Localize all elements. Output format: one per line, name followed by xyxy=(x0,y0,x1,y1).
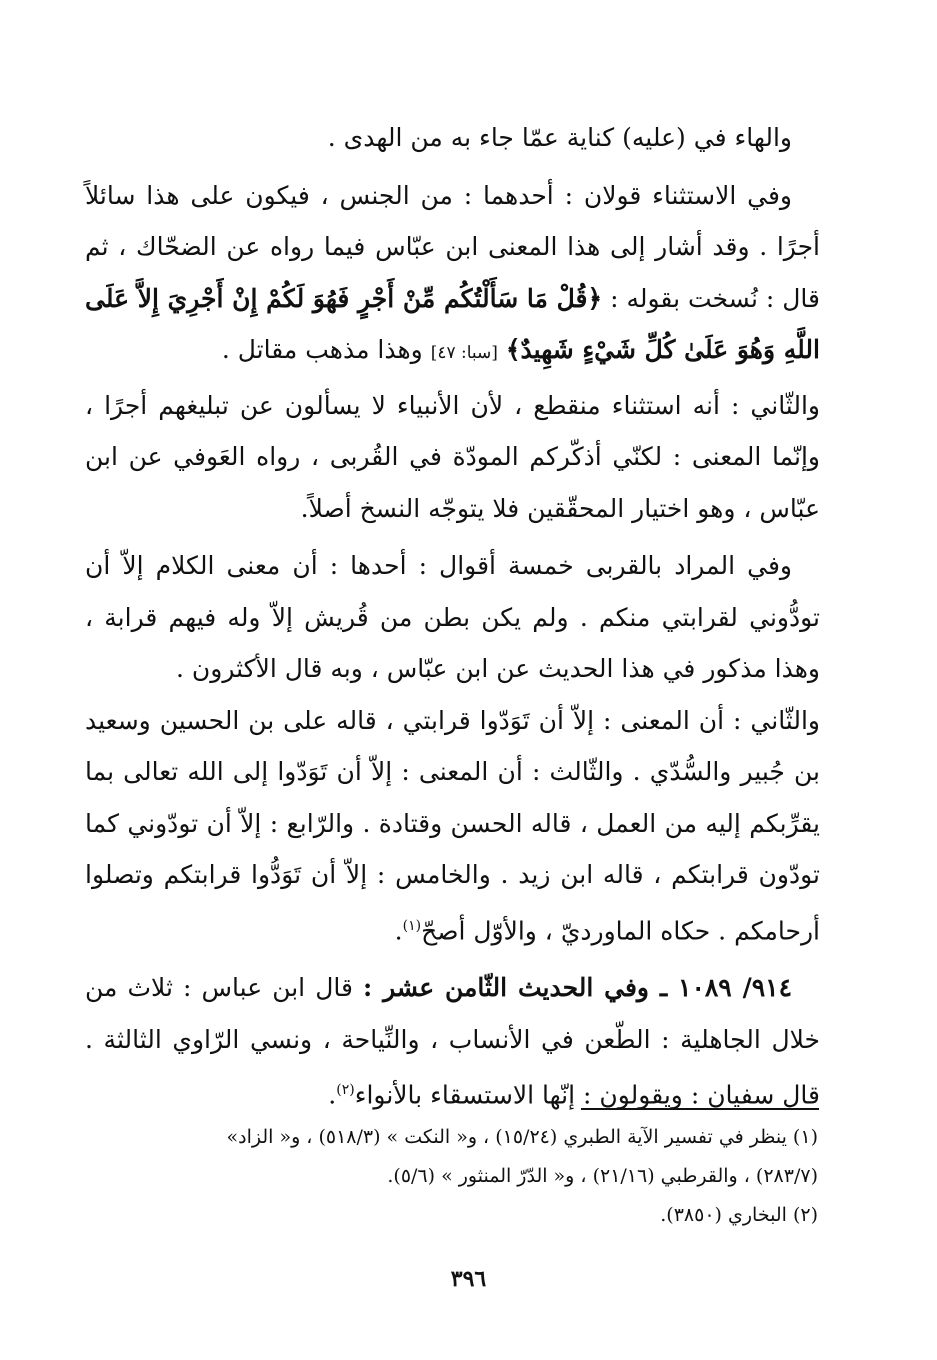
paragraph-3-text: والثّاني : أنه استثناء منقطع ، لأن الأنبياء لا يسألون عن تبليغهم أجرًا ، وإنّما المعنى : لكنّي أذكّركم المودّة في القُربى ، رواه العَوفي عن ابن عبّاس ، وهو اختيار المحقّقين فلا يتوجّه النسخ أصلاً. xyxy=(85,390,820,523)
paragraph-4-text: وفي المراد بالقربى خمسة أقوال : أحدها : أن معنى الكلام إلاّ أن تودُّوني لقرابتي منكم . ولم يكن بطن من قُريش إلاّ وله فيهم قرابة ، وهذا مذكور في هذا الحديث عن ابن عبّاس ، وبه قال الأكثرون . xyxy=(85,551,820,683)
paragraph-2 xyxy=(85,170,820,380)
footnotes xyxy=(90,1118,818,1235)
footnote-1-line-2: (٢٨٣/٧) ، والقرطبي (٢١/١٦) ، و« الدّرّ المنثور » (٥/٦). xyxy=(387,1165,818,1187)
page-number: ٣٩٦ xyxy=(450,1266,487,1292)
footnote-separator xyxy=(581,1108,819,1110)
footnote-ref-2: (٢) xyxy=(336,1082,355,1099)
paragraph-3 xyxy=(85,380,820,535)
footnote-2: (٢) البخاري (٣٨٥٠). xyxy=(660,1204,818,1226)
paragraph-2-text-end: وهذا مذهب مقاتل . xyxy=(221,335,423,364)
quran-verse: ﴿قُلْ مَا سَأَلْتُكُم مِّنْ أَجْرٍ فَهُوَ لَكُمْ إِنْ أَجْرِيَ إِلاَّ عَلَى اللَّهِ وَهُوَ عَلَىٰ كُلِّ شَيْءٍ شَهِيدٌ﴾ xyxy=(85,283,820,364)
footnote-1-line-1: (١) ينظر في تفسير الآية الطبري (١٥/٢٤) ، و« النكت » (٥١٨/٣) ، و« الزاد» xyxy=(226,1126,818,1148)
paragraph-6-text: قال ابن عباس : ثلاث من خلال الجاهلية : الطّعن في الأنساب ، والنِّياحة ، ونسي الرّاوي الثالثة . قال سفيان : ويقولون : إنّها الاستسقاء بالأنواء xyxy=(85,973,820,1110)
paragraph-1-text: والهاء في (عليه) كناية عمّا جاء به من الهدى . xyxy=(327,123,792,152)
paragraph-6: ٩١٤/ ١٠٨٩ ـ وفي الحديث الثّامن عشر : قال ابن عباس : ثلاث من خلال الجاهلية : الطّعن في الأنساب ، والنِّياحة ، ونسي الرّاوي الثالثة . قال سفيان : ويقولون : إنّها الاستسقاء بالأنواء$^{(٢)}$. xyxy=(85,973,820,1110)
paragraph-1 xyxy=(85,112,820,164)
main-text xyxy=(85,112,820,1121)
verse-citation: [سبا: ٤٧] xyxy=(430,343,498,363)
paragraph-4 xyxy=(85,540,820,695)
hadith-heading: ٩١٤/ ١٠٨٩ ـ وفي الحديث الثّامن عشر : xyxy=(363,973,793,1003)
paragraph-5-text: والثّاني : أن المعنى : إلاّ أن تَوَدّوا قرابتي ، قاله على بن الحسين وسعيد بن جُبير والسُّدّي . والثّالث : أن المعنى : إلاّ أن تَوَدّوا إلى الله تعالى بما يقرِّبكم إليه من العمل ، قاله الحسن وقتادة . والرّابع : إلاّ أن تودّوني كما تودّون قرابتكم ، قاله ابن زيد . والخامس : إلاّ أن تَوَدُّوا قرابتكم وتصلوا أرحامكم . حكاه الماورديّ ، والأوّل أصحّ xyxy=(85,705,820,945)
footnote-ref-1: (١) xyxy=(402,917,422,934)
paragraph-2-text: وفي الاستثناء قولان : أحدهما : من الجنس ، فيكون على هذا سائلاً أجرًا . وقد أشار إلى هذا المعنى ابن عبّاس فيما رواه عن الضحّاك ، ثم قال : نُسخت بقوله : xyxy=(85,180,820,313)
paragraph-5: والثّاني : أن المعنى : إلاّ أن تَوَدّوا قرابتي ، قاله على بن الحسين وسعيد بن جُبير والسُّدّي . والثّالث : أن المعنى : إلاّ أن تَوَدّوا إلى الله تعالى بما يقرِّبكم إليه من العمل ، قاله الحسن وقتادة . والرّابع : إلاّ أن تودّوني كما تودّون قرابتكم ، قاله ابن زيد . والخامس : إلاّ أن تَوَدُّوا قرابتكم وتصلوا أرحامكم . حكاه الماورديّ ، والأوّل أصحّ$^{(١)}$. xyxy=(85,705,820,945)
